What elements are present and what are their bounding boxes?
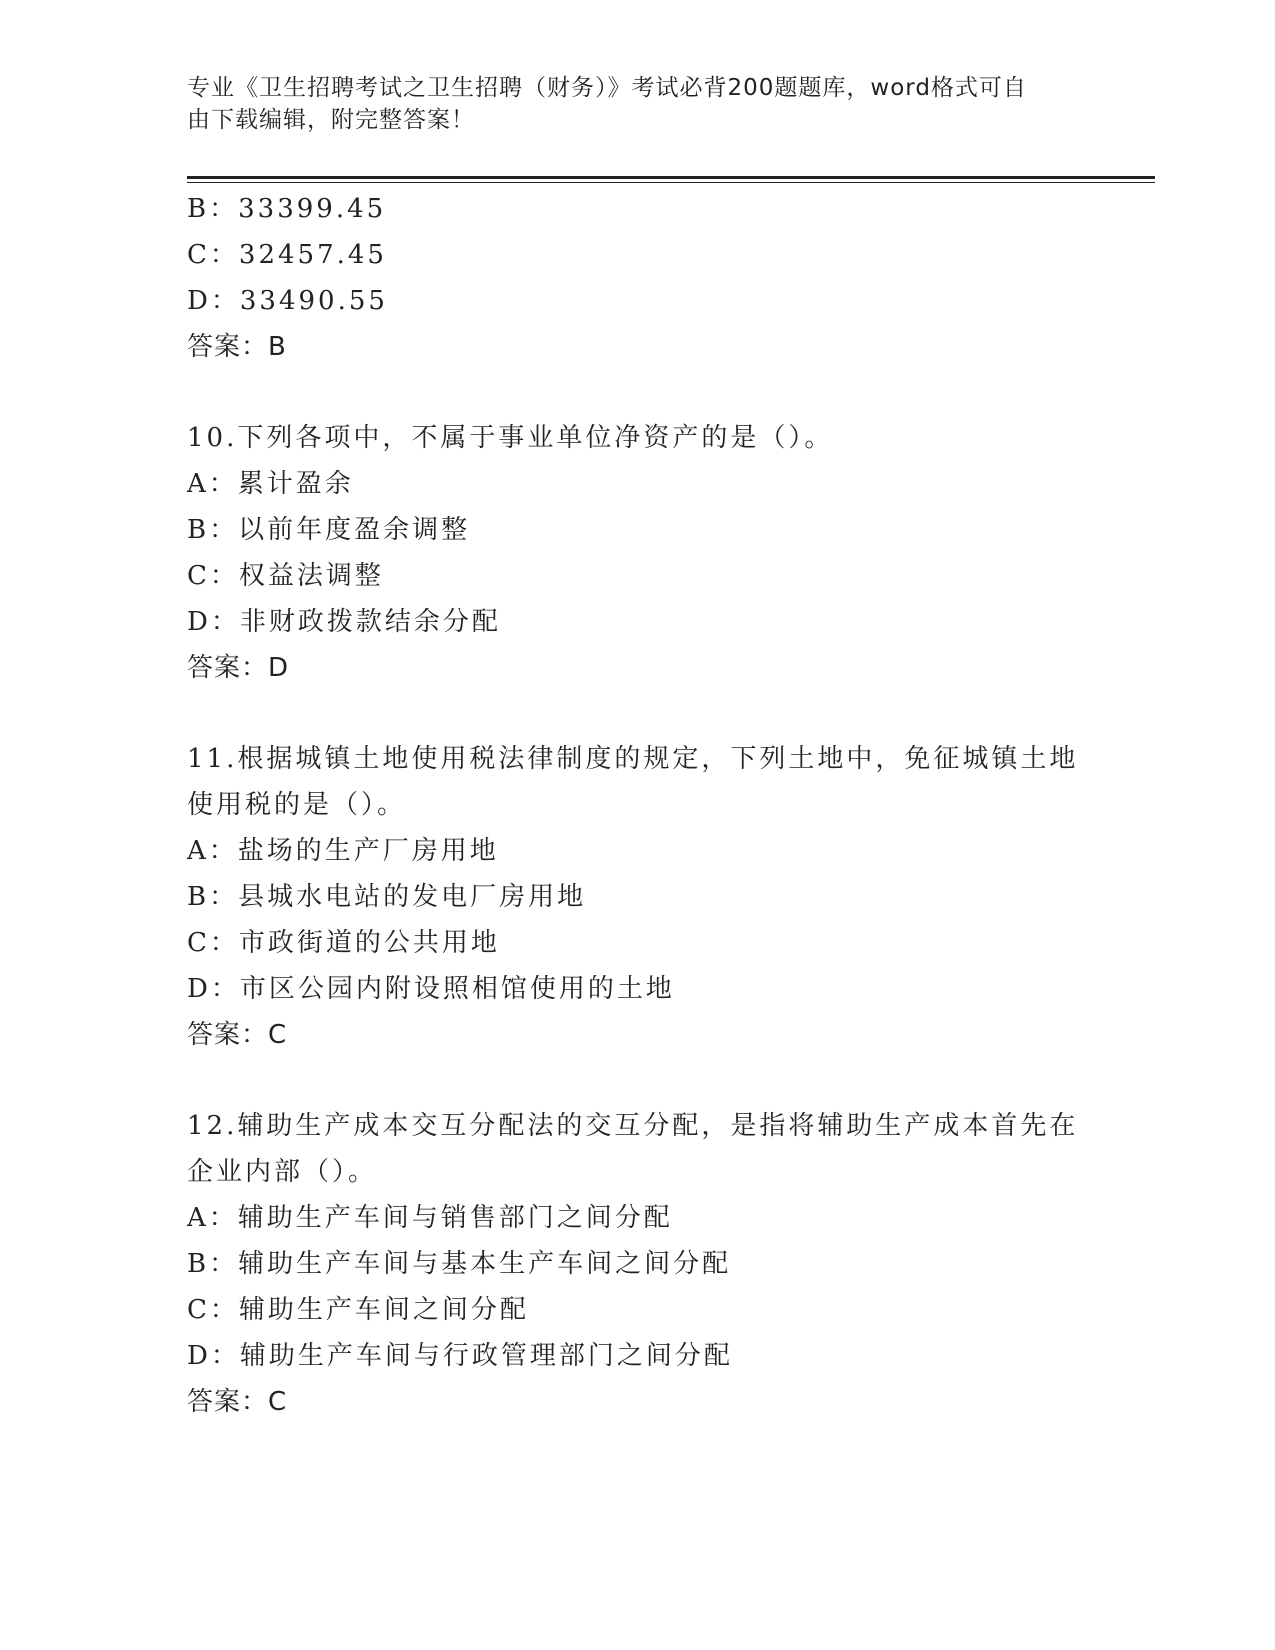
question-text-line-2: 企业内部（）。 (187, 1157, 378, 1187)
option-d: D：辅助生产车间与行政管理部门之间分配 (187, 1341, 733, 1371)
option-b: B：县城水电站的发电厂房用地 (187, 882, 587, 912)
option-c: C：32457.45 (187, 240, 387, 270)
header-line-1: 专业《卫生招聘考试之卫生招聘（财务）》考试必背200题题库，word格式可自 (187, 75, 1027, 101)
answer-line: 答案：C (187, 1020, 288, 1050)
header-divider-thin (187, 182, 1155, 183)
option-a: A：累计盈余 (187, 469, 354, 499)
header-line-2: 由下载编辑，附完整答案！ (187, 107, 475, 133)
question-text: 10.下列各项中，不属于事业单位净资产的是（）。 (187, 423, 834, 453)
answer-line: 答案：C (187, 1387, 288, 1417)
question-text-line-1: 11.根据城镇土地使用税法律制度的规定，下列土地中，免征城镇土地 (187, 744, 1079, 774)
document-body (187, 186, 1087, 1425)
question-10 (187, 415, 1087, 691)
answer-line: 答案：B (187, 332, 287, 362)
question-12 (187, 1103, 1087, 1425)
question-11 (187, 736, 1087, 1058)
option-a: A：盐场的生产厂房用地 (187, 836, 499, 866)
option-b: B：以前年度盈余调整 (187, 515, 471, 545)
option-c: C：市政街道的公共用地 (187, 928, 500, 958)
header-divider-thick (187, 176, 1155, 179)
option-d: D：非财政拨款结余分配 (187, 607, 501, 637)
question-text-line-2: 使用税的是（）。 (187, 790, 407, 820)
option-c: C：权益法调整 (187, 561, 384, 591)
option-b: B：辅助生产车间与基本生产车间之间分配 (187, 1249, 732, 1279)
option-a: A：辅助生产车间与销售部门之间分配 (187, 1203, 673, 1233)
question-text-line-1: 12.辅助生产成本交互分配法的交互分配，是指将辅助生产成本首先在 (187, 1111, 1079, 1141)
page-header (187, 72, 1067, 136)
option-d: D：33490.55 (187, 286, 388, 316)
option-b: B：33399.45 (187, 194, 387, 224)
option-c: C：辅助生产车间之间分配 (187, 1295, 529, 1325)
answer-line: 答案：D (187, 653, 290, 683)
question-9-continued (187, 186, 1087, 370)
option-d: D：市区公园内附设照相馆使用的土地 (187, 974, 675, 1004)
